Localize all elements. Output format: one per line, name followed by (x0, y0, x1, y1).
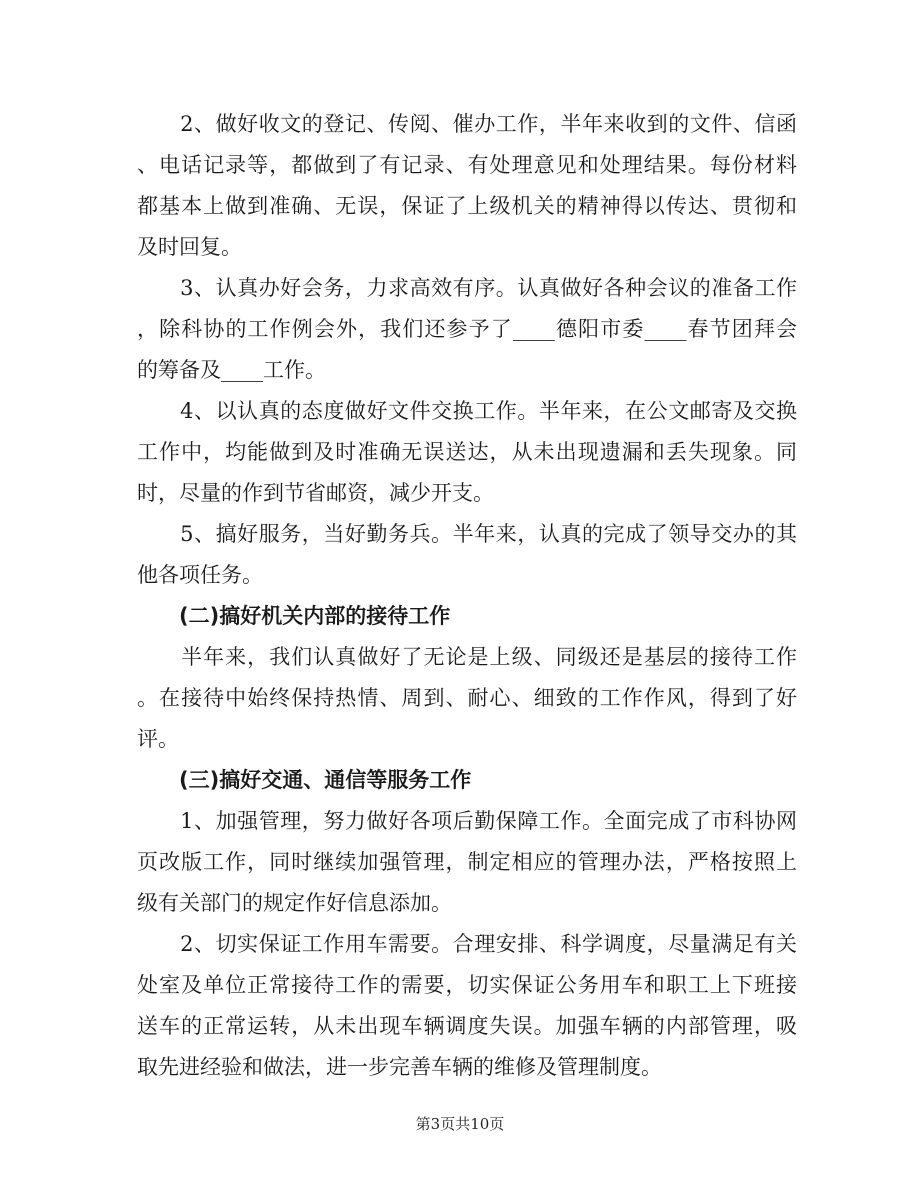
paragraph-line: 工作中，均能做到及时准确无误送达，从未出现遗漏和丢失现象。同 (137, 440, 797, 464)
paragraph-line: 页改版工作，同时继续加强管理，制定相应的管理办法，严格按照上 (137, 850, 797, 874)
paragraph-line: 5、搞好服务，当好勤务兵。半年来，认真的完成了领导交办的其 (137, 522, 797, 546)
paragraph-line: 取先进经验和做法，进一步完善车辆的维修及管理制度。 (137, 1055, 662, 1079)
paragraph-line: 1、加强管理，努力做好各项后勤保障工作。全面完成了市科协网 (137, 809, 797, 833)
paragraph-line: ，除科协的工作例会外，我们还参予了____德阳市委____春节团拜会 (137, 317, 797, 341)
section-heading: (二)搞好机关内部的接待工作 (137, 604, 451, 628)
paragraph-line: 时，尽量的作到节省邮资，减少开支。 (137, 481, 494, 505)
paragraph-line: 3、认真办好会务，力求高效有序。认真做好各种会议的准备工作 (137, 276, 797, 300)
paragraph-line: 处室及单位正常接待工作的需要，切实保证公务用车和职工上下班接 (137, 973, 797, 997)
paragraph-line: 。在接待中始终保持热情、周到、耐心、细致的工作作风，得到了好 (137, 686, 797, 710)
paragraph-line: 半年来，我们认真做好了无论是上级、同级还是基层的接待工作 (137, 645, 797, 669)
paragraph-line: 送车的正常运转，从未出现车辆调度失误。加强车辆的内部管理，吸 (137, 1014, 797, 1038)
paragraph-line: 、电话记录等，都做到了有记录、有处理意见和处理结果。每份材料 (137, 153, 797, 177)
paragraph-line: 的筹备及____工作。 (137, 358, 326, 382)
paragraph-line: 及时回复。 (137, 235, 242, 259)
paragraph-line: 他各项任务。 (137, 563, 263, 587)
paragraph-line: 2、做好收文的登记、传阅、催办工作，半年来收到的文件、信函 (137, 112, 797, 136)
paragraph-line: 2、切实保证工作用车需要。合理安排、科学调度，尽量满足有关 (137, 932, 797, 956)
page-number-footer: 第3页共10页 (415, 1115, 505, 1133)
paragraph-line: 评。 (137, 727, 179, 751)
paragraph-line: 都基本上做到准确、无误，保证了上级机关的精神得以传达、贯彻和 (137, 194, 797, 218)
paragraph-line: 4、以认真的态度做好文件交换工作。半年来，在公文邮寄及交换 (137, 399, 797, 423)
section-heading: (三)搞好交通、通信等服务工作 (137, 768, 472, 792)
paragraph-line: 级有关部门的规定作好信息添加。 (137, 891, 452, 915)
